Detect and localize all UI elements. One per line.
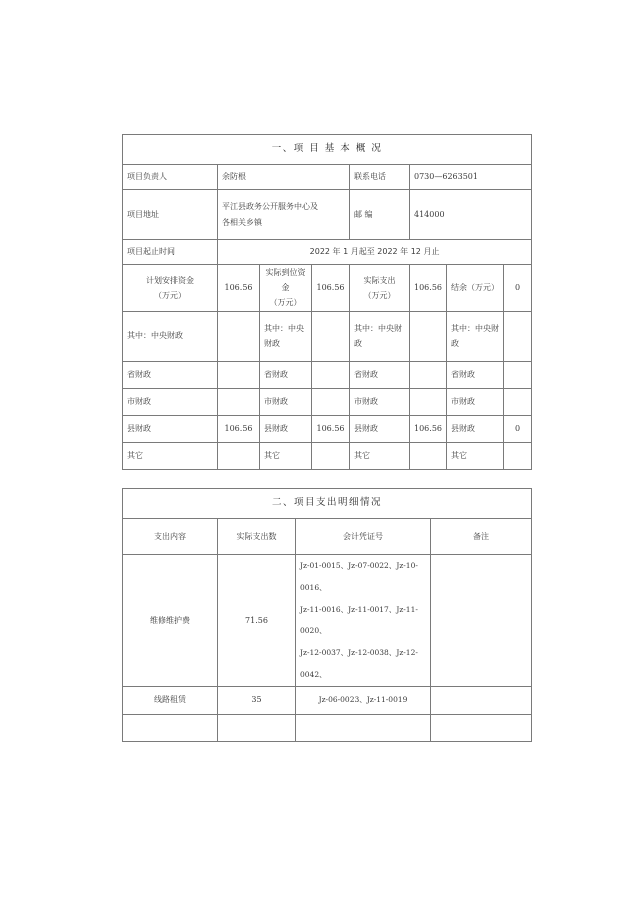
- postcode-label: 邮 编: [350, 190, 410, 240]
- fund-row-value: 0: [504, 415, 532, 442]
- fund-row-label: 其中：中央财政: [260, 311, 312, 361]
- arrived-funds-value: 106.56: [312, 265, 350, 312]
- fund-row-label: 其中：中央财政: [123, 311, 218, 361]
- section1-title: 一、项 目 基 本 概 况: [123, 135, 532, 165]
- spent-funds-label: [350, 265, 410, 312]
- fund-row-label: 其中：中央财政: [447, 311, 504, 361]
- fund-row-value: [312, 311, 350, 361]
- voucher-list: [296, 555, 431, 687]
- leader-value: 余防根: [218, 165, 350, 190]
- fund-row-label: 市财政: [447, 388, 504, 415]
- arrived-funds-label: [260, 265, 312, 312]
- header-content: 支出内容: [123, 519, 218, 555]
- address-line-1: 平江县政务公开服务中心及: [222, 202, 318, 212]
- fund-row-value: 106.56: [410, 415, 447, 442]
- period-value: 2022 年 1 月起至 2022 年 12 月止: [218, 240, 532, 265]
- fund-row-value: 106.56: [218, 415, 260, 442]
- expense-note: [431, 686, 532, 714]
- fund-row-label: 省财政: [123, 361, 218, 388]
- project-overview-table: [122, 134, 532, 470]
- header-voucher: 会计凭证号: [296, 519, 431, 555]
- period-label: 项目起止时间: [123, 240, 218, 265]
- spent-funds-value: 106.56: [410, 265, 447, 312]
- fund-row-label: 县财政: [123, 415, 218, 442]
- fund-row-label: 省财政: [260, 361, 312, 388]
- fund-row-value: [218, 361, 260, 388]
- empty-cell: [218, 714, 296, 741]
- empty-cell: [431, 714, 532, 741]
- planned-funds-value: 106.56: [218, 265, 260, 312]
- fund-row-label: 其它: [123, 442, 218, 469]
- voucher-line: Jz-12-0037、Jz-12-0038、Jz-12-0042、: [300, 648, 418, 679]
- arrived-funds-label-line3: （万元）: [269, 298, 302, 308]
- fund-row-value: [312, 388, 350, 415]
- fund-row-label: 县财政: [447, 415, 504, 442]
- fund-row-label: 市财政: [123, 388, 218, 415]
- fund-row-label: 其中：中央财政: [350, 311, 410, 361]
- fund-row-value: [504, 388, 532, 415]
- planned-funds-label-line1: 计划安排资金: [146, 275, 194, 285]
- fund-row-value: [504, 361, 532, 388]
- fund-row-label: 其它: [260, 442, 312, 469]
- fund-row-value: [410, 311, 447, 361]
- fund-row-label: 省财政: [350, 361, 410, 388]
- fund-row-label: 县财政: [260, 415, 312, 442]
- address-label: 项目地址: [123, 190, 218, 240]
- arrived-funds-label-line1: 实际到位资: [265, 268, 306, 277]
- section2-title: 二、项目支出明细情况: [123, 489, 532, 519]
- fund-row-label: 市财政: [260, 388, 312, 415]
- fund-row-label: 市财政: [350, 388, 410, 415]
- address-line-2: 各相关乡镇: [222, 217, 262, 227]
- spent-funds-label-line2: （万元）: [363, 290, 396, 300]
- address-value: [218, 190, 350, 240]
- voucher-line: Jz-11-0016、Jz-11-0017、Jz-11-0020、: [300, 604, 418, 636]
- fund-row-label: 其它: [350, 442, 410, 469]
- fund-row-label: 其它: [447, 442, 504, 469]
- fund-row-label: 县财政: [350, 415, 410, 442]
- leader-label: 项目负责人: [123, 165, 218, 190]
- fund-row-value: [410, 388, 447, 415]
- voucher-line: Jz-01-0015、Jz-07-0022、Jz-10-0016、: [300, 561, 418, 592]
- fund-row-value: [410, 361, 447, 388]
- fund-row-value: [504, 442, 532, 469]
- postcode-value: 414000: [410, 190, 532, 240]
- fund-row-value: [218, 388, 260, 415]
- header-note: 备注: [431, 519, 532, 555]
- header-amount: 实际支出数: [218, 519, 296, 555]
- phone-value: 0730—6263501: [410, 165, 532, 190]
- expense-content: 线路租赁: [123, 686, 218, 714]
- balance-value: 0: [504, 265, 532, 312]
- fund-row-value: [218, 442, 260, 469]
- empty-cell: [123, 714, 218, 741]
- arrived-funds-label-line2: 金: [281, 283, 290, 293]
- fund-row-value: 106.56: [312, 415, 350, 442]
- expenditure-detail-table: [122, 488, 532, 742]
- voucher-list: Jz-06-0023、Jz-11-0019: [296, 686, 431, 714]
- expense-amount: 35: [218, 686, 296, 714]
- balance-label: 结余（万元）: [447, 265, 504, 312]
- expense-amount: 71.56: [218, 555, 296, 687]
- spent-funds-label-line1: 实际支出: [363, 275, 396, 285]
- fund-row-label: 省财政: [447, 361, 504, 388]
- expense-content: 维修维护费: [123, 555, 218, 687]
- fund-row-value: [312, 361, 350, 388]
- fund-row-value: [218, 311, 260, 361]
- empty-cell: [296, 714, 431, 741]
- planned-funds-label-line2: （万元）: [154, 290, 186, 300]
- fund-row-value: [410, 442, 447, 469]
- expense-note: [431, 555, 532, 687]
- phone-label: 联系电话: [350, 165, 410, 190]
- fund-row-value: [504, 311, 532, 361]
- planned-funds-label: [123, 265, 218, 312]
- fund-row-value: [312, 442, 350, 469]
